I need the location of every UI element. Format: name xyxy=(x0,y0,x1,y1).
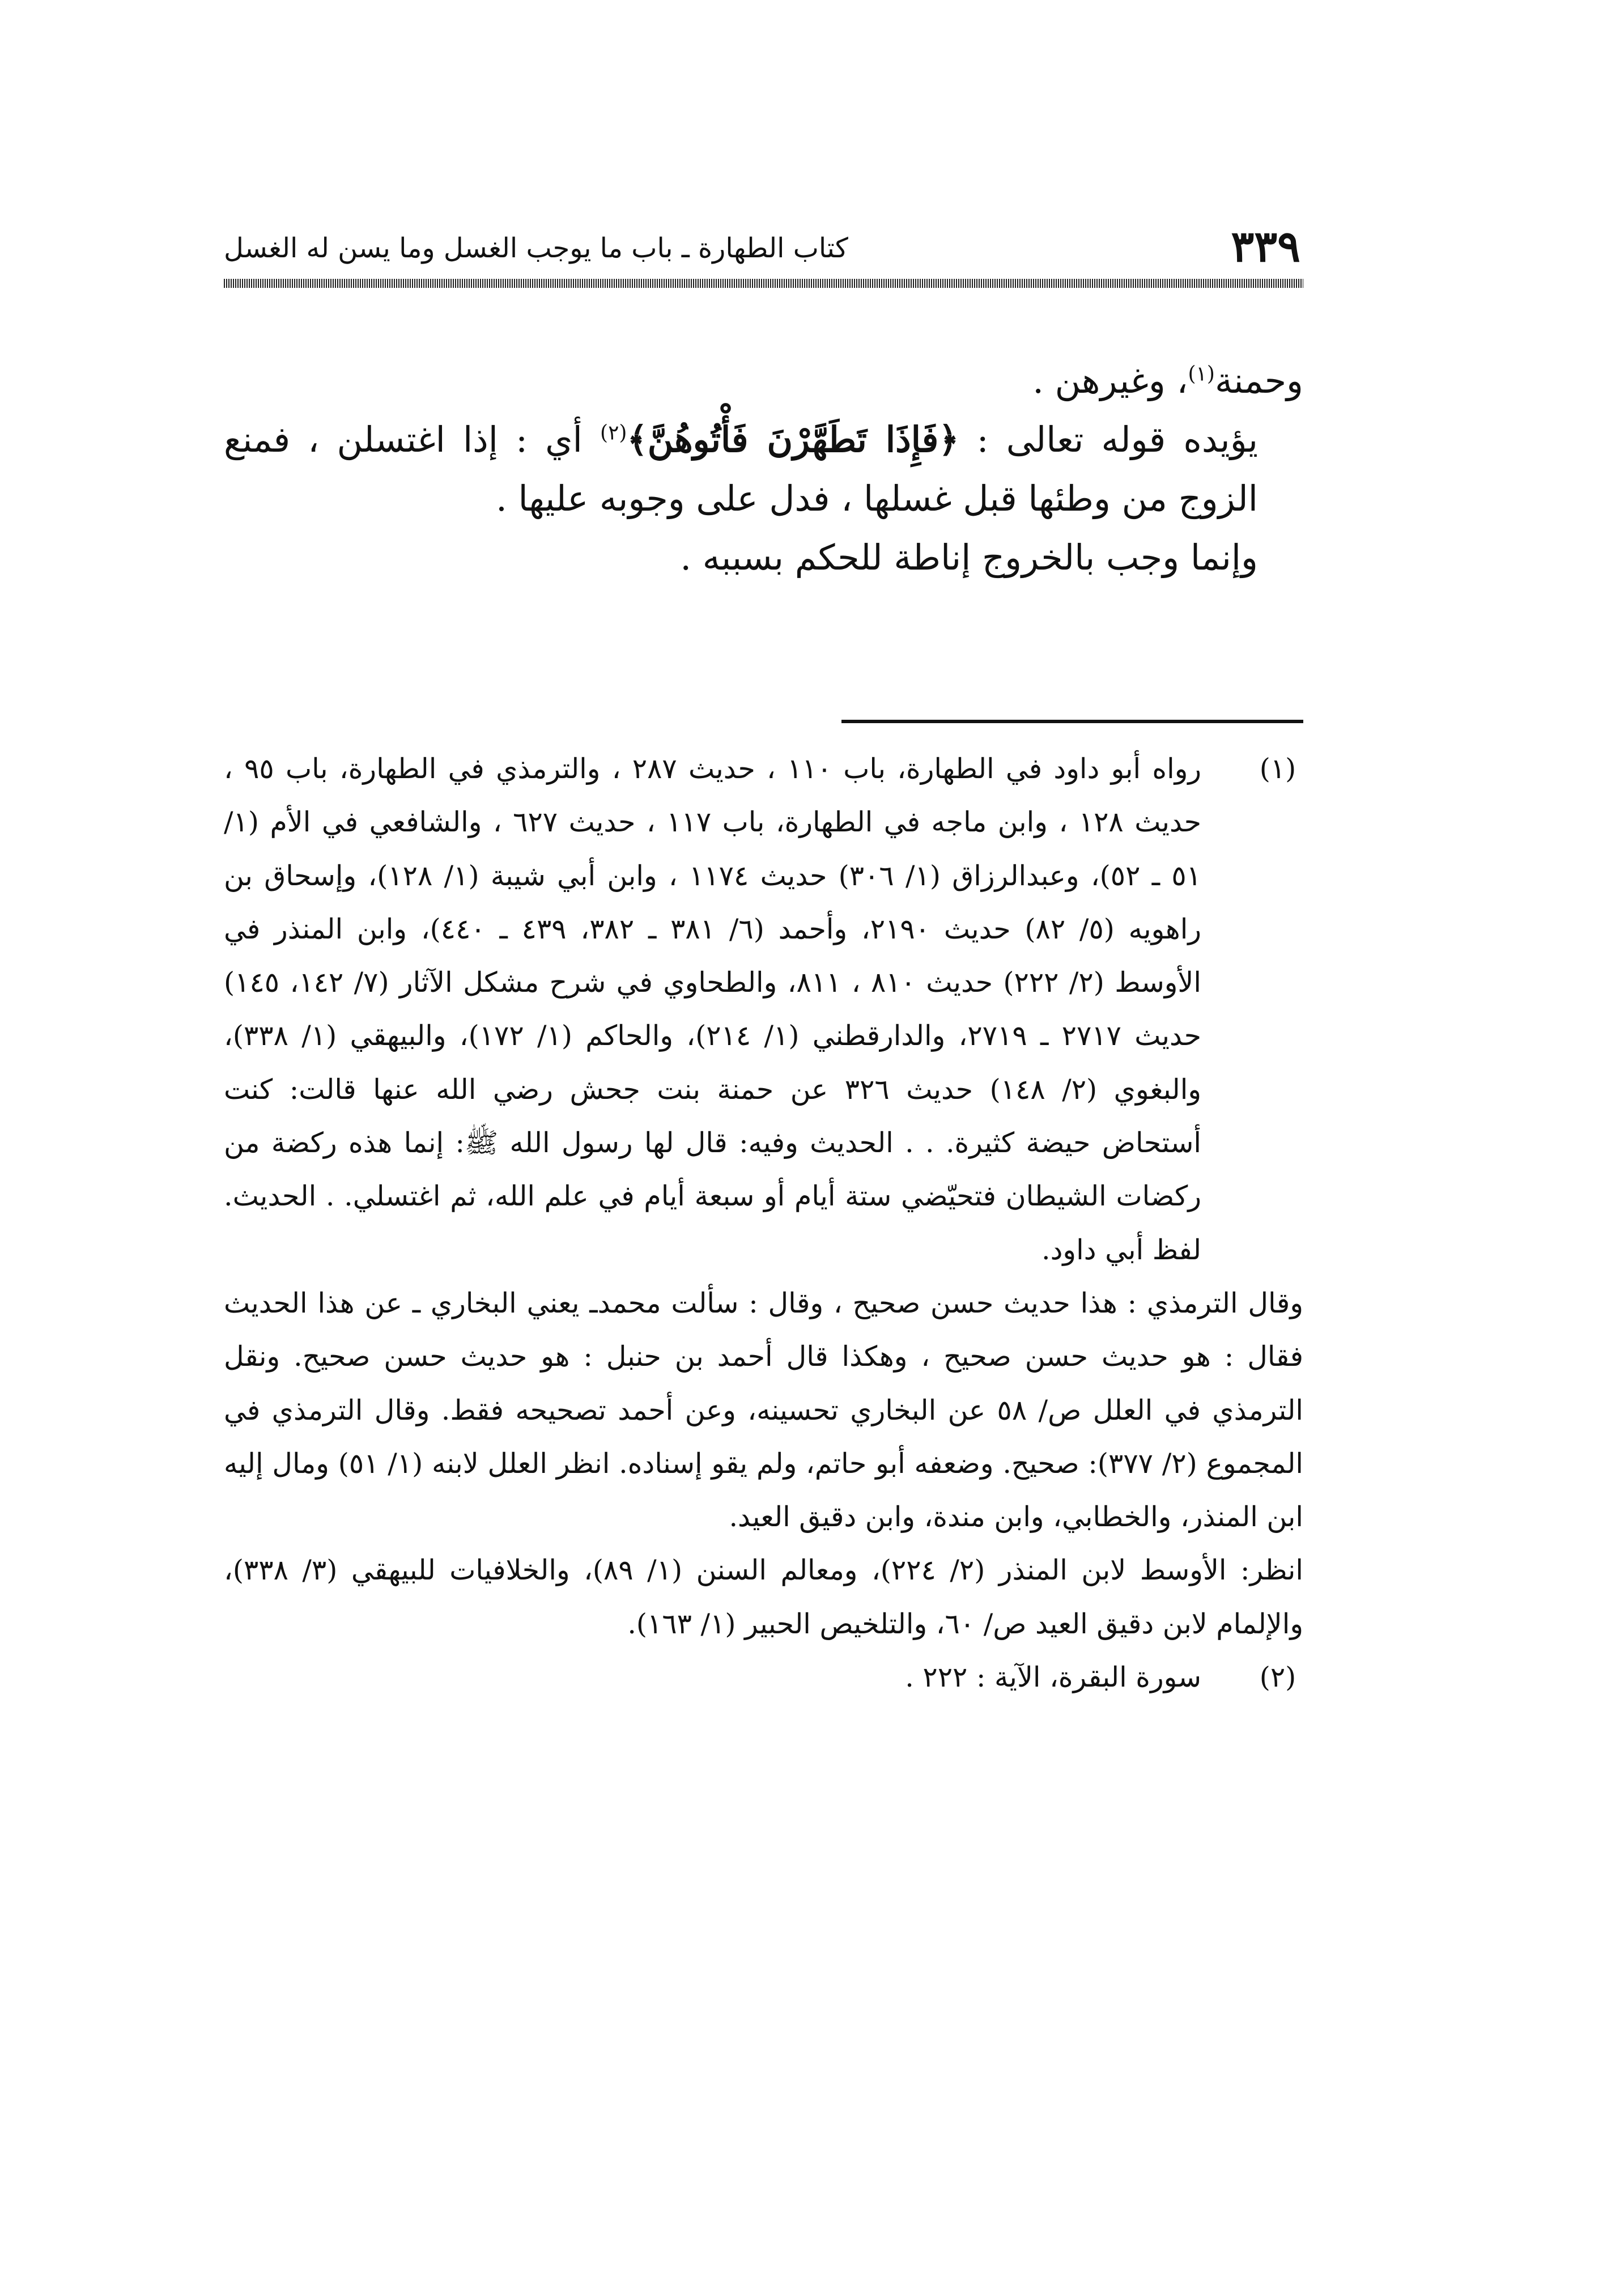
main-paragraph-2-body: أي : إذا اغتسلن ، فمنع الزوج من وطئها قبل غسلها ، فدل على وجوبه عليها . xyxy=(224,419,1258,519)
main-line-1 xyxy=(224,351,1303,410)
footnote-2-number: (٢) xyxy=(1259,1661,1296,1694)
header-divider xyxy=(224,279,1303,288)
page-header xyxy=(224,221,1300,271)
quran-verse: ﴿فَإِذَا تَطَهَّرْنَ فَأْتُوهُنَّ﴾ xyxy=(627,419,959,460)
footnote-1-paragraph-3: انظر: الأوسط لابن المنذر (٢/ ٢٢٤)، ومعالم السنن (١/ ٨٩)، والخلافيات للبيهقي (٣/ ٣٣٨)، والإلمام لابن دقيق العيد ص/ ٦٠، والتلخيص الحبير (١/ ١٦٣). xyxy=(224,1554,1303,1640)
main-line-1-text: وحمنة xyxy=(1214,360,1303,401)
main-paragraph-3: وإنما وجب بالخروج إناطة للحكم بسببه . xyxy=(680,537,1258,578)
footnote-ref-2[interactable]: (٢) xyxy=(600,421,627,445)
main-paragraph-2 xyxy=(224,410,1303,528)
footnote-1-paragraph-1: رواه أبو داود في الطهارة، باب ١١٠ ، حديث ٢٨٧ ، والترمذي في الطهارة، باب ٩٥ ، حديث ١٢٨ ، وابن ماجه في الطهارة، باب ١١٧ ، حديث ٦٢٧ ، والشافعي في الأم (١/ ٥١ ـ ٥٢)، وعبدالرزاق (١/ ٣٠٦) حديث ١١٧٤ ، وابن أبي شيبة (١/ ١٢٨)، وإسحاق بن راهويه (٥/ ٨٢) حديث ٢١٩٠، وأحمد (٦/ ٣٨١ ـ ٣٨٢، ٤٣٩ ـ ٤٤٠)، وابن المنذر في الأوسط (٢/ ٢٢٢) حديث ٨١٠ ، ٨١١، والطحاوي في شرح مشكل الآثار (٧/ ١٤٢، ١٤٥) حديث ٢٧١٧ ـ ٢٧١٩، والدارقطني (١/ ٢١٤)، والحاكم (١/ ١٧٢)، والبيهقي (١/ ٣٣٨)، والبغوي (٢/ ١٤٨) حديث ٣٢٦ عن حمنة بنت جحش رضي الله عنها قالت: كنت أستحاض حيضة كثيرة. . . الحديث وفيه: قال لها رسول الله ﷺ: إنما هذه ركضة من ركضات الشيطان فتحيّضي ستة أيام أو سبعة أيام في علم الله، ثم اغتسلي. . الحديث. لفظ أبي داود. xyxy=(224,753,1202,1266)
footnote-separator xyxy=(841,720,1303,723)
running-title: كتاب الطهارة ـ باب ما يوجب الغسل وما يسن له الغسل xyxy=(224,232,848,264)
footnote-1-paragraph-2: وقال الترمذي : هذا حديث حسن صحيح ، وقال : سألت محمدـ يعني البخاري ـ عن هذا الحديث فقال : هو حديث حسن صحيح ، وهكذا قال أحمد بن حنبل : هو حديث حسن صحيح. ونقل الترمذي في العلل ص/ ٥٨ عن البخاري تحسينه، وعن أحمد تصحيحه فقط. وقال الترمذي في المجموع (٢/ ٣٧٧): صحيح. وضعفه أبو حاتم، ولم يقو إسناده. انظر العلل لابنه (١/ ٥١) ومال إليه ابن المنذر، والخطابي، وابن مندة، وابن دقيق العيد. xyxy=(224,1286,1303,1534)
footnotes xyxy=(224,742,1303,1704)
footnote-2 xyxy=(224,1651,1303,1704)
footnote-1-number: (١) xyxy=(1259,753,1296,785)
main-text xyxy=(224,351,1303,587)
footnote-2-paragraph-1: سورة البقرة، الآية : ٢٢٢ . xyxy=(905,1661,1201,1694)
page-number: ٣٣٩ xyxy=(1231,221,1300,271)
main-paragraph-2-intro: يؤيده قوله تعالى : xyxy=(976,419,1258,460)
footnote-1 xyxy=(224,742,1303,1651)
main-line-1-tail: ، وغيرهن . xyxy=(1032,360,1188,401)
footnote-ref-1[interactable]: (١) xyxy=(1188,362,1215,386)
